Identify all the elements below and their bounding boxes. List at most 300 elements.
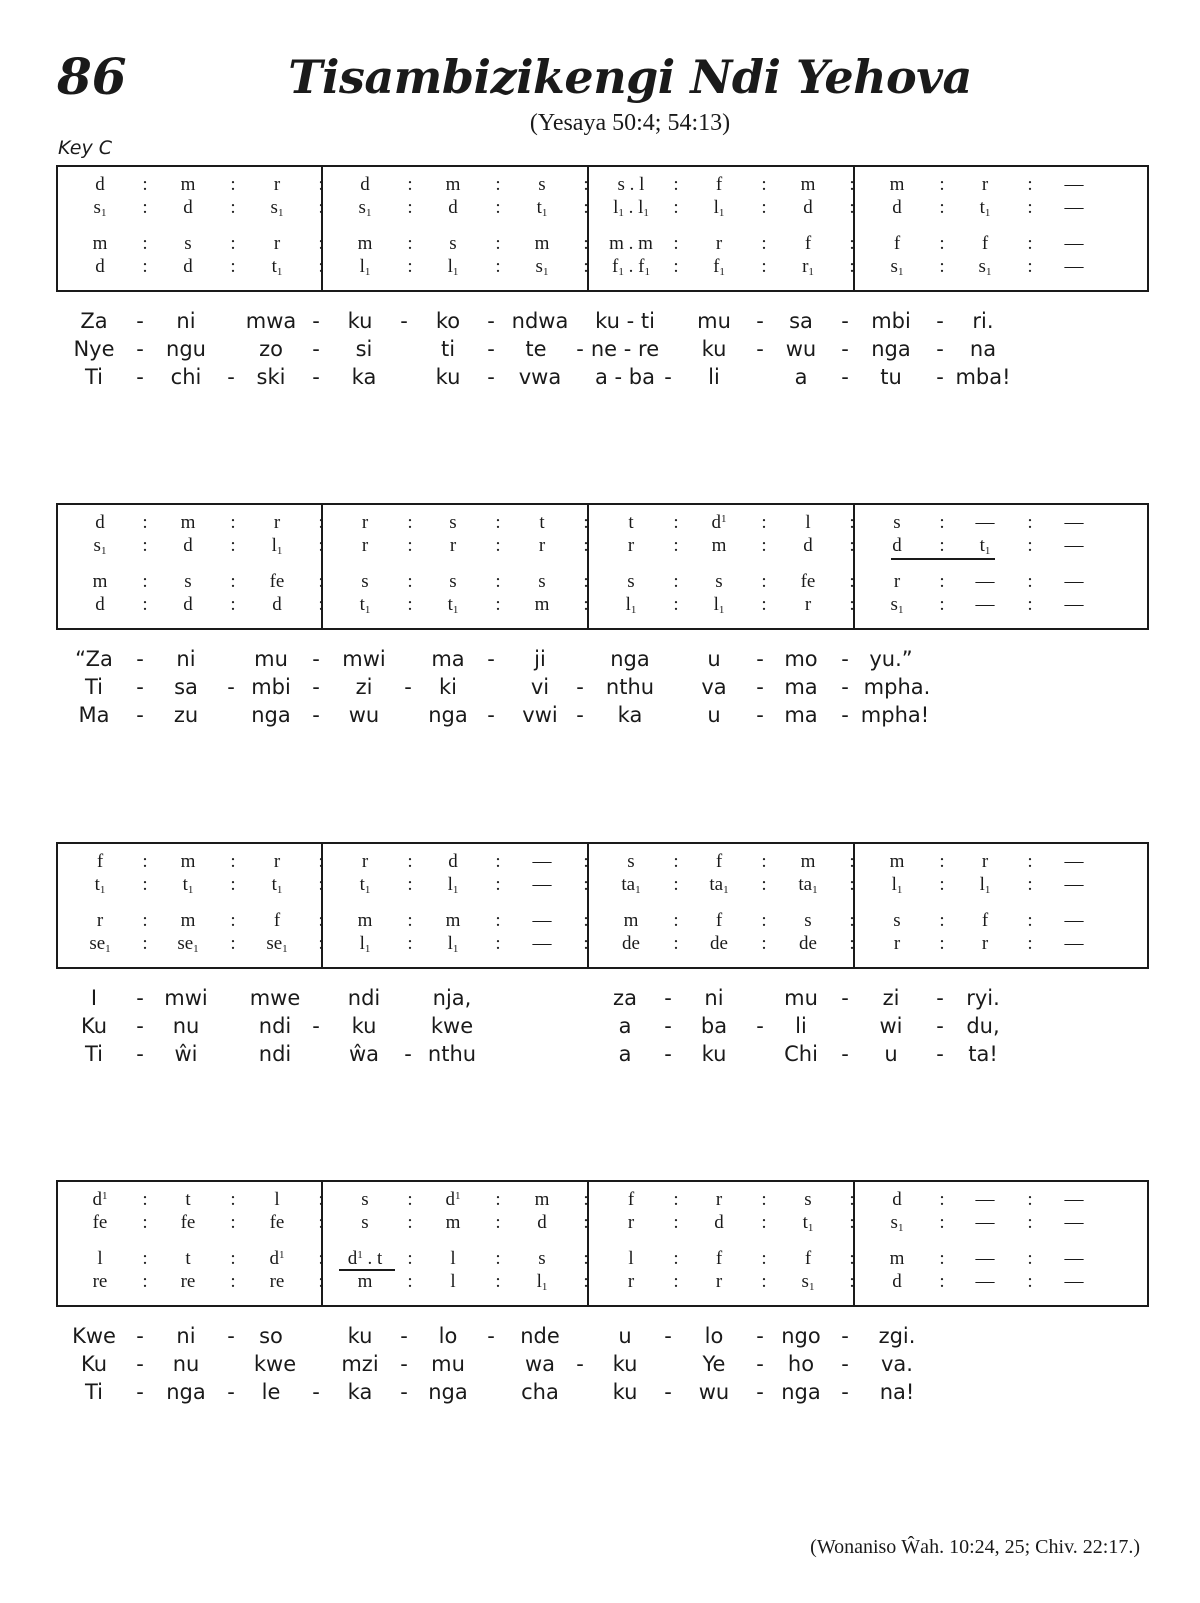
lyric-syllable: ma <box>431 647 465 671</box>
beat-separator: : <box>583 933 589 954</box>
solfa-note: t <box>539 512 545 533</box>
solfa-note: — <box>975 1212 995 1233</box>
solfa-note: f <box>715 1248 723 1269</box>
syllable-hyphen: - <box>136 1042 144 1066</box>
beat-separator: : <box>230 197 236 218</box>
solfa-note: d <box>537 1212 547 1233</box>
syllable-hyphen: - <box>227 675 235 699</box>
solfa-note: fe <box>800 571 816 592</box>
beat-separator: : <box>318 233 324 254</box>
lyric-syllable: wi <box>879 1014 903 1038</box>
solfa-note: $t_1$ <box>359 874 371 896</box>
beat-separator: : <box>407 535 413 556</box>
solfa-note: m <box>357 910 373 931</box>
lyric-syllable: mwe <box>249 986 301 1010</box>
beat-separator: : <box>849 594 855 615</box>
solfa-note: m <box>180 910 196 931</box>
syllable-hyphen: - <box>312 365 320 389</box>
beat-separator: : <box>673 1212 679 1233</box>
syllable-hyphen: - <box>312 1380 320 1404</box>
solfa-note: d <box>892 197 902 218</box>
solfa-note: m <box>800 851 816 872</box>
solfa-note: s <box>449 233 457 254</box>
solfa-note: $s_1$ <box>93 197 107 219</box>
beat-separator: : <box>495 594 501 615</box>
solfa-note: f <box>96 851 104 872</box>
beat-separator: : <box>495 851 501 872</box>
lyric-syllable: ka <box>617 703 643 727</box>
solfa-note: m <box>623 910 639 931</box>
solfa-note: $l_1$ <box>891 874 903 896</box>
lyric-syllable: ho <box>787 1352 815 1376</box>
solfa-note: $t_1$ <box>979 535 991 557</box>
solfa-note: $ta_1$ <box>798 874 818 896</box>
beat-separator: : <box>318 594 324 615</box>
lyric-syllable: mpha! <box>860 703 930 727</box>
beat-separator: : <box>495 256 501 277</box>
beat-separator: : <box>849 933 855 954</box>
solfa-note: — <box>975 1189 995 1210</box>
lyric-syllable: wu <box>698 1380 730 1404</box>
beat-separator: : <box>407 1212 413 1233</box>
beat-separator: : <box>407 933 413 954</box>
lyric-syllable: nthu <box>605 675 655 699</box>
beat-separator: : <box>1027 1189 1033 1210</box>
solfa-note: — <box>1064 233 1084 254</box>
solfa-note: — <box>975 571 995 592</box>
beat-separator: : <box>761 933 767 954</box>
beat-separator: : <box>495 535 501 556</box>
solfa-note: f <box>804 1248 812 1269</box>
syllable-hyphen: - <box>312 647 320 671</box>
syllable-hyphen: - <box>576 703 584 727</box>
solfa-note: $s_1$ <box>978 256 992 278</box>
syllable-hyphen: - <box>841 337 849 361</box>
beat-separator: : <box>495 874 501 895</box>
solfa-note: $t_1$ <box>182 874 194 896</box>
beat-separator: : <box>495 197 501 218</box>
beat-separator: : <box>673 174 679 195</box>
lyric-syllable: vwi <box>522 703 558 727</box>
beat-separator: : <box>583 851 589 872</box>
beat-separator: : <box>761 256 767 277</box>
beat-separator: : <box>318 851 324 872</box>
beat-separator: : <box>230 1271 236 1292</box>
beat-separator: : <box>761 233 767 254</box>
solfa-note: $t_1$ <box>271 256 283 278</box>
music-system <box>56 503 1149 727</box>
solfa-note: fe <box>269 571 285 592</box>
lyric-syllable: Ku <box>80 1014 108 1038</box>
solfa-note: d <box>803 535 813 556</box>
beat-separator: : <box>230 174 236 195</box>
solfa-note: $t_1$ <box>359 594 371 616</box>
lyric-syllable: mbi <box>251 675 291 699</box>
beat-separator: : <box>1027 512 1033 533</box>
beat-separator: : <box>318 256 324 277</box>
lyric-syllable: a - ba <box>595 365 655 389</box>
syllable-hyphen: - <box>136 1324 144 1348</box>
beat-separator: : <box>939 197 945 218</box>
syllable-hyphen: - <box>756 703 764 727</box>
syllable-hyphen: - <box>312 703 320 727</box>
beat-separator: : <box>142 197 148 218</box>
beat-separator: : <box>939 1248 945 1269</box>
solfa-note: r <box>627 1271 635 1292</box>
lyric-syllable: ni <box>176 309 196 333</box>
solfa-note: $ta_1$ <box>709 874 729 896</box>
lyric-syllable: nga <box>781 1380 821 1404</box>
solfa-note: r <box>804 594 812 615</box>
syllable-hyphen: - <box>664 365 672 389</box>
solfa-note: $l_1$ <box>713 197 725 219</box>
lyric-syllable: u <box>618 1324 632 1348</box>
solfa-note: fe <box>269 1212 285 1233</box>
beat-separator: : <box>761 1248 767 1269</box>
beat-separator: : <box>849 233 855 254</box>
solfa-note: $s_1$ <box>93 535 107 557</box>
beat-separator: : <box>1027 256 1033 277</box>
hymn-title: Tisambizikengi Ndi Yehova <box>288 50 972 104</box>
solfa-note: — <box>1064 851 1084 872</box>
syllable-hyphen: - <box>936 1014 944 1038</box>
solfa-note: t <box>185 1189 191 1210</box>
lyric-syllable: u <box>707 703 721 727</box>
beat-separator: : <box>142 1271 148 1292</box>
beat-separator: : <box>673 1189 679 1210</box>
beat-separator: : <box>673 933 679 954</box>
syllable-hyphen: - <box>936 365 944 389</box>
beat-separator: : <box>939 851 945 872</box>
beat-separator: : <box>673 197 679 218</box>
syllable-hyphen: - <box>487 1324 495 1348</box>
lyric-syllable: mu <box>784 986 818 1010</box>
beat-separator: : <box>318 197 324 218</box>
lyric-syllable: ba <box>700 1014 728 1038</box>
solfa-note: m <box>445 1212 461 1233</box>
syllable-hyphen: - <box>841 1380 849 1404</box>
syllable-hyphen: - <box>664 1042 672 1066</box>
syllable-hyphen: - <box>576 337 584 361</box>
beat-separator: : <box>1027 910 1033 931</box>
solfa-note: f <box>804 233 812 254</box>
beat-separator: : <box>407 197 413 218</box>
beat-separator: : <box>318 512 324 533</box>
solfa-note: re <box>92 1271 108 1292</box>
beat-separator: : <box>939 1212 945 1233</box>
beat-separator: : <box>1027 197 1033 218</box>
solfa-note: s <box>449 512 457 533</box>
solfa-note: — <box>1064 174 1084 195</box>
syllable-hyphen: - <box>487 647 495 671</box>
lyric-syllable: Ye <box>702 1352 726 1376</box>
solfa-note: — <box>1064 1189 1084 1210</box>
lyric-syllable: Chi <box>784 1042 818 1066</box>
lyric-syllable: ski <box>256 365 286 389</box>
lyric-syllable: Kwe <box>72 1324 116 1348</box>
syllable-hyphen: - <box>841 675 849 699</box>
beat-separator: : <box>495 512 501 533</box>
beat-separator: : <box>230 1212 236 1233</box>
lyric-syllable: nthu <box>427 1042 477 1066</box>
beat-separator: : <box>849 1189 855 1210</box>
solfa-note: s <box>893 910 901 931</box>
beat-separator: : <box>583 256 589 277</box>
lyric-syllable: ri. <box>972 309 994 333</box>
beat-separator: : <box>761 535 767 556</box>
solfa-note: — <box>532 851 552 872</box>
lyric-syllable: ndwa <box>511 309 569 333</box>
lyric-syllable: ko <box>435 309 461 333</box>
lyric-syllable: mo <box>784 647 818 671</box>
solfa-note: f <box>627 1189 635 1210</box>
beat-separator: : <box>318 910 324 931</box>
solfa-note: d <box>183 535 193 556</box>
beat-separator: : <box>407 594 413 615</box>
syllable-hyphen: - <box>756 1014 764 1038</box>
beat-separator: : <box>761 594 767 615</box>
beat-separator: : <box>761 1189 767 1210</box>
solfa-note: m <box>92 571 108 592</box>
solfa-note: d <box>183 197 193 218</box>
beat-separator: : <box>761 874 767 895</box>
lyric-syllable: za <box>613 986 637 1010</box>
beat-separator: : <box>939 1189 945 1210</box>
solfa-note: s <box>804 1189 812 1210</box>
solfa-note: d <box>272 594 282 615</box>
syllable-hyphen: - <box>312 309 320 333</box>
solfa-note: r <box>627 1212 635 1233</box>
syllable-hyphen: - <box>487 337 495 361</box>
solfa-note: s <box>538 571 546 592</box>
beat-separator: : <box>495 933 501 954</box>
solfa-note: r <box>981 933 989 954</box>
syllable-hyphen: - <box>841 1042 849 1066</box>
beat-separator: : <box>142 1212 148 1233</box>
beat-separator: : <box>230 594 236 615</box>
slur-line <box>891 558 995 560</box>
lyric-syllable: mbi <box>871 309 911 333</box>
beat-separator: : <box>1027 1248 1033 1269</box>
lyric-syllable: nga <box>871 337 911 361</box>
solfa-note: f <box>273 910 281 931</box>
syllable-hyphen: - <box>756 1352 764 1376</box>
lyric-syllable: va. <box>881 1352 913 1376</box>
beat-separator: : <box>673 874 679 895</box>
solfa-note: d <box>95 256 105 277</box>
lyric-syllable: ngo <box>781 1324 821 1348</box>
lyric-syllable: ku <box>701 1042 727 1066</box>
lyric-syllable: ni <box>704 986 724 1010</box>
solfa-note: d <box>892 1189 902 1210</box>
syllable-hyphen: - <box>576 675 584 699</box>
solfa-note: re <box>180 1271 196 1292</box>
solfa-note: — <box>975 1271 995 1292</box>
syllable-hyphen: - <box>841 1352 849 1376</box>
beat-separator: : <box>583 1248 589 1269</box>
lyric-syllable: du, <box>966 1014 1000 1038</box>
solfa-note: s <box>184 571 192 592</box>
beat-separator: : <box>407 910 413 931</box>
beat-separator: : <box>849 1248 855 1269</box>
lyric-syllable: yu.” <box>869 647 913 671</box>
solfa-note: d <box>95 174 105 195</box>
beat-separator: : <box>673 233 679 254</box>
syllable-hyphen: - <box>136 365 144 389</box>
solfa-note: $l_1$ <box>625 594 637 616</box>
beat-separator: : <box>318 874 324 895</box>
lyric-syllable: nga <box>428 703 468 727</box>
solfa-note: l <box>450 1271 456 1292</box>
scripture-reference: (Yesaya 50:4; 54:13) <box>529 110 731 136</box>
solfa-staff <box>56 842 1149 969</box>
syllable-hyphen: - <box>936 309 944 333</box>
solfa-note: r <box>273 233 281 254</box>
solfa-note: $f_1$ <box>713 256 725 278</box>
solfa-note: $s_1$ <box>358 197 372 219</box>
solfa-note: s <box>361 1189 369 1210</box>
syllable-hyphen: - <box>576 1352 584 1376</box>
solfa-note: s <box>361 571 369 592</box>
beat-separator: : <box>230 874 236 895</box>
beat-separator: : <box>849 874 855 895</box>
solfa-note: re <box>269 1271 285 1292</box>
solfa-note: f <box>893 233 901 254</box>
beat-separator: : <box>939 174 945 195</box>
solfa-note: — <box>1064 571 1084 592</box>
syllable-hyphen: - <box>756 675 764 699</box>
syllable-hyphen: - <box>936 1042 944 1066</box>
lyric-syllable: kwe <box>430 1014 474 1038</box>
solfa-note: $t_1$ <box>979 197 991 219</box>
lyric-syllable: ku <box>347 309 373 333</box>
lyric-syllable: wa <box>524 1352 556 1376</box>
solfa-note: s . l <box>617 174 645 195</box>
solfa-note: — <box>1064 933 1084 954</box>
beat-separator: : <box>583 197 589 218</box>
solfa-note: d <box>448 197 458 218</box>
beat-separator: : <box>583 512 589 533</box>
beat-separator: : <box>673 535 679 556</box>
syllable-hyphen: - <box>136 309 144 333</box>
beat-separator: : <box>761 197 767 218</box>
beat-separator: : <box>495 233 501 254</box>
beat-separator: : <box>1027 933 1033 954</box>
lyric-syllable: kwe <box>253 1352 297 1376</box>
solfa-note: r <box>715 1189 723 1210</box>
solfa-note: $s_1$ <box>890 256 904 278</box>
solfa-note: s <box>449 571 457 592</box>
beat-separator: : <box>939 512 945 533</box>
solfa-note: m . m <box>609 233 653 254</box>
solfa-note: m <box>445 174 461 195</box>
lyric-syllable: vwa <box>518 365 562 389</box>
beat-separator: : <box>1027 174 1033 195</box>
beat-separator: : <box>849 535 855 556</box>
solfa-note: r <box>627 535 635 556</box>
solfa-note: d <box>714 1212 724 1233</box>
lyric-syllable: a <box>618 1014 632 1038</box>
lyric-syllable: mu <box>254 647 288 671</box>
solfa-note: — <box>975 512 995 533</box>
syllable-hyphen: - <box>227 365 235 389</box>
music-system <box>56 842 1149 1066</box>
beat-separator: : <box>318 1271 324 1292</box>
beat-separator: : <box>230 571 236 592</box>
beat-separator: : <box>583 233 589 254</box>
beat-separator: : <box>849 1212 855 1233</box>
lyric-syllable: nga <box>428 1380 468 1404</box>
syllable-hyphen: - <box>936 986 944 1010</box>
beat-separator: : <box>142 1189 148 1210</box>
beat-separator: : <box>849 174 855 195</box>
lyric-syllable: sa <box>174 675 198 699</box>
lyric-syllable: wu <box>785 337 817 361</box>
beat-separator: : <box>583 594 589 615</box>
beat-separator: : <box>849 571 855 592</box>
lyric-syllable: ku <box>347 1324 373 1348</box>
syllable-hyphen: - <box>841 365 849 389</box>
lyric-syllable: ma <box>784 675 818 699</box>
music-system <box>56 1180 1149 1404</box>
solfa-note: $d^1$ <box>445 1189 461 1210</box>
solfa-note: $l_1$ <box>979 874 991 896</box>
beat-separator: : <box>673 256 679 277</box>
beat-separator: : <box>230 1248 236 1269</box>
lyric-syllable: ndi <box>347 986 381 1010</box>
solfa-note: m <box>889 174 905 195</box>
beat-separator: : <box>318 933 324 954</box>
lyric-syllable: mu <box>431 1352 465 1376</box>
solfa-note: m <box>445 910 461 931</box>
solfa-note: $ta_1$ <box>621 874 641 896</box>
solfa-note: $l_1$ <box>359 933 371 955</box>
solfa-note: — <box>975 1248 995 1269</box>
beat-separator: : <box>583 174 589 195</box>
beat-separator: : <box>142 594 148 615</box>
lyric-syllable: na <box>969 337 997 361</box>
beat-separator: : <box>142 874 148 895</box>
solfa-note: fe <box>180 1212 196 1233</box>
lyric-syllable: nu <box>172 1352 200 1376</box>
lyric-syllable: ji <box>534 647 546 671</box>
beat-separator: : <box>849 910 855 931</box>
solfa-note: d <box>95 594 105 615</box>
lyric-syllable: Za <box>80 309 108 333</box>
solfa-note: f <box>715 174 723 195</box>
lyric-syllable: tu <box>880 365 902 389</box>
beat-separator: : <box>495 1248 501 1269</box>
beat-separator: : <box>142 571 148 592</box>
syllable-hyphen: - <box>136 1014 144 1038</box>
lyric-syllable: cha <box>521 1380 559 1404</box>
lyric-syllable: ne - re <box>590 337 660 361</box>
solfa-note: s <box>715 571 723 592</box>
solfa-note: $l_1$ <box>447 933 459 955</box>
syllable-hyphen: - <box>404 675 412 699</box>
solfa-note: r <box>981 174 989 195</box>
solfa-note: $l_1$ <box>271 535 283 557</box>
lyric-syllable: si <box>355 337 373 361</box>
lyric-syllable: Ku <box>80 1352 108 1376</box>
solfa-note: m <box>534 1189 550 1210</box>
beat-separator: : <box>142 174 148 195</box>
lyric-syllable: sa <box>789 309 813 333</box>
lyric-syllable: ma <box>784 703 818 727</box>
lyric-syllable: mu <box>697 309 731 333</box>
lyric-syllable: ni <box>176 647 196 671</box>
solfa-note: d <box>803 197 813 218</box>
